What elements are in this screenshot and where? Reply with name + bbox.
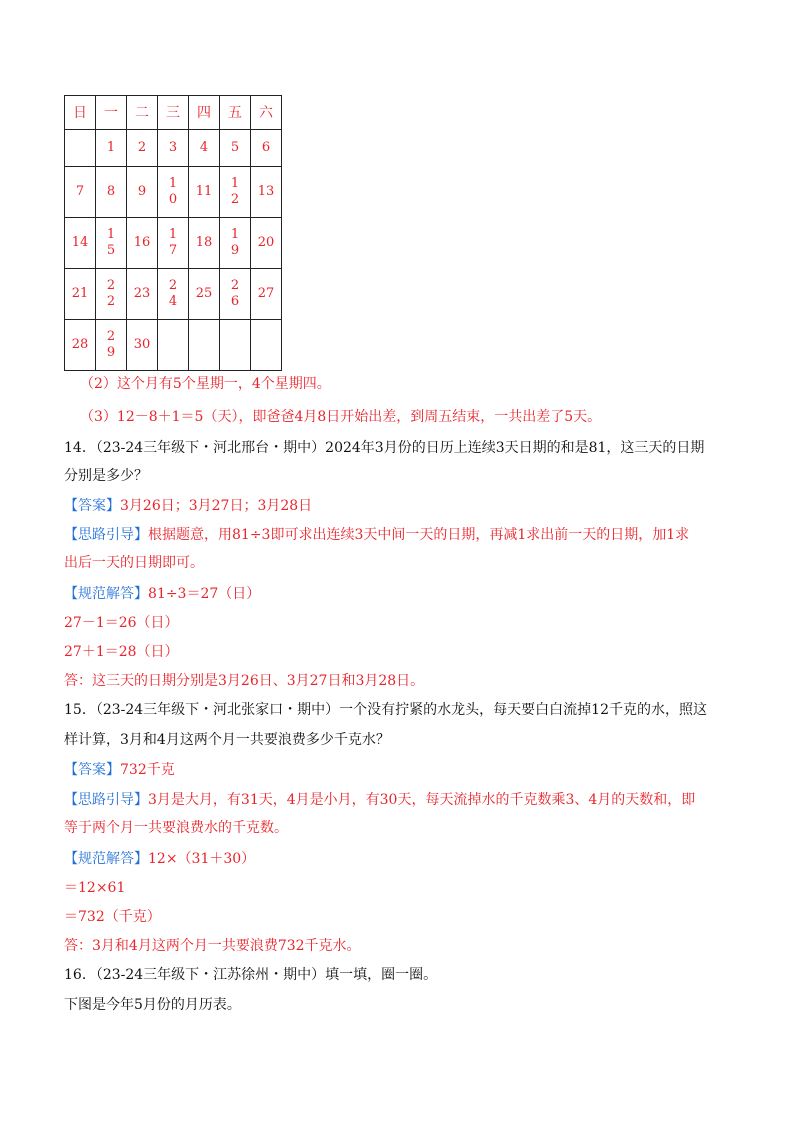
- solution-tag: 【规范解答】: [64, 586, 148, 602]
- calendar-header-row: [65, 96, 282, 130]
- weekday-header: 六: [251, 96, 282, 130]
- day-number: 12: [230, 176, 240, 207]
- q16-question-line1: 16．（23-24三年级下・江苏徐州・期中）填一填，圈一圈。: [64, 967, 438, 983]
- q14-hint-line2: 出后一天的日期即可。: [64, 555, 204, 571]
- calendar-cell: [158, 218, 189, 269]
- q14-solution-line3: 27＋1＝28（日）: [64, 644, 179, 660]
- day-number: 8: [106, 184, 116, 199]
- day-number: 9: [137, 184, 147, 199]
- calendar-cell: [220, 218, 251, 269]
- calendar-cell: [220, 320, 251, 371]
- calendar-cell: [158, 269, 189, 320]
- weekday-header: 日: [65, 96, 96, 130]
- solution-tag: 【规范解答】: [64, 851, 148, 867]
- q13-part3: （3）12－8＋1＝5（天），即爸爸4月8日开始出差，到周五结束，一共出差了5天。: [80, 409, 602, 425]
- calendar-cell: [158, 320, 189, 371]
- day-number: 27: [257, 286, 275, 301]
- hint-text: 根据题意，用81÷3即可求出连续3天中间一天的日期，再减1求出前一天的日期，加1求: [148, 527, 690, 543]
- weekday-header: 三: [158, 96, 189, 130]
- weekday-header: 四: [189, 96, 220, 130]
- day-number: 14: [71, 235, 89, 250]
- calendar-cell: [65, 218, 96, 269]
- weekday-header: 一: [96, 96, 127, 130]
- calendar-cell: [189, 320, 220, 371]
- q14-hint-line1: [64, 525, 689, 545]
- calendar-cell: [251, 320, 282, 371]
- q14-solution-line1: [64, 584, 260, 604]
- answer-tag: 【答案】: [64, 762, 120, 778]
- q14-solution-line2: 27－1＝26（日）: [64, 615, 179, 631]
- day-number: 15: [106, 227, 116, 258]
- answer-text: 732千克: [120, 762, 175, 778]
- q15-solution-line1: [64, 849, 255, 869]
- q16-question-line2: 下图是今年5月份的月历表。: [64, 997, 241, 1013]
- solution-text: 12×（31＋30）: [148, 851, 256, 867]
- q15-answer: [64, 760, 175, 780]
- day-number: 24: [168, 278, 178, 309]
- calendar-cell: 2: [127, 130, 158, 167]
- calendar-cell: [251, 167, 282, 218]
- calendar-cell: 1: [96, 130, 127, 167]
- hint-tag: 【思路引导】: [64, 792, 148, 808]
- calendar-cell: [189, 167, 220, 218]
- q15-hint-line2: 等于两个月一共要浪费水的千克数。: [64, 820, 288, 836]
- q14-question-line2: 分别是多少？: [64, 468, 148, 484]
- calendar-cell: [220, 167, 251, 218]
- day-number: 25: [195, 286, 213, 301]
- hint-tag: 【思路引导】: [64, 527, 148, 543]
- calendar-cell: [65, 320, 96, 371]
- weekday-header: 二: [127, 96, 158, 130]
- q14-answer: [64, 496, 312, 516]
- day-number: 22: [106, 278, 116, 309]
- q15-question-line1: 15．（23-24三年级下・河北张家口・期中）一个没有拧紧的水龙头，每天要白白流掉12千克的水，照这: [64, 702, 707, 718]
- hint-text: 3月是大月，有31天，4月是小月，有30天，每天流掉水的千克数乘3、4月的天数和，即: [148, 792, 696, 808]
- calendar-cell: [96, 269, 127, 320]
- day-number: 11: [195, 184, 213, 199]
- day-number: 10: [168, 176, 178, 207]
- calendar-table: [64, 95, 282, 371]
- q14-conclusion: 答：这三天的日期分别是3月26日、3月27日和3月28日。: [64, 673, 425, 689]
- calendar-cell: [127, 320, 158, 371]
- calendar-cell: [251, 269, 282, 320]
- calendar-row: [65, 218, 282, 269]
- calendar-cell: [127, 269, 158, 320]
- calendar-row: [65, 320, 282, 371]
- weekday-header: 五: [220, 96, 251, 130]
- solution-text: 81÷3＝27（日）: [148, 586, 261, 602]
- calendar-cell: [189, 218, 220, 269]
- day-number: 30: [133, 337, 151, 352]
- day-number: 28: [71, 337, 89, 352]
- answer-tag: 【答案】: [64, 498, 120, 514]
- calendar-cell: 5: [220, 130, 251, 167]
- calendar-cell: [96, 167, 127, 218]
- q15-conclusion: 答：3月和4月这两个月一共要浪费732千克水。: [64, 938, 361, 954]
- calendar-cell: 3: [158, 130, 189, 167]
- q15-hint-line1: [64, 790, 695, 810]
- calendar-cell: [65, 130, 96, 167]
- q15-solution-line3: ＝732（千克）: [64, 909, 161, 925]
- calendar-cell: [127, 167, 158, 218]
- day-number: 21: [71, 286, 89, 301]
- day-number: 17: [168, 227, 178, 258]
- day-number: 29: [106, 329, 116, 360]
- day-number: 26: [230, 278, 240, 309]
- calendar-cell: [96, 320, 127, 371]
- calendar-cell: 6: [251, 130, 282, 167]
- calendar-cell: 4: [189, 130, 220, 167]
- day-number: 16: [133, 235, 151, 250]
- calendar-cell: [127, 218, 158, 269]
- q13-part2: （2）这个月有5个星期一，4个星期四。: [80, 376, 331, 392]
- calendar-cell: [65, 167, 96, 218]
- calendar-row: [65, 167, 282, 218]
- calendar-cell: [220, 269, 251, 320]
- day-number: 18: [195, 235, 213, 250]
- calendar-cell: [65, 269, 96, 320]
- calendar-row: [65, 130, 282, 167]
- calendar-cell: [251, 218, 282, 269]
- day-number: 19: [230, 227, 240, 258]
- q15-question-line2: 样计算，3月和4月这两个月一共要浪费多少千克水？: [64, 732, 390, 748]
- day-number: 23: [133, 286, 151, 301]
- answer-text: 3月26日；3月27日；3月28日: [120, 498, 313, 514]
- day-number: 7: [75, 184, 85, 199]
- day-number: 20: [257, 235, 275, 250]
- day-number: 13: [257, 184, 275, 199]
- calendar-row: [65, 269, 282, 320]
- calendar-cell: [189, 269, 220, 320]
- calendar-cell: [158, 167, 189, 218]
- q14-question-line1: 14．（23-24三年级下・河北邢台・期中）2024年3月份的日历上连续3天日期的和是81，这三天的日期: [64, 440, 705, 456]
- q15-solution-line2: ＝12×61: [64, 880, 126, 896]
- calendar-cell: [96, 218, 127, 269]
